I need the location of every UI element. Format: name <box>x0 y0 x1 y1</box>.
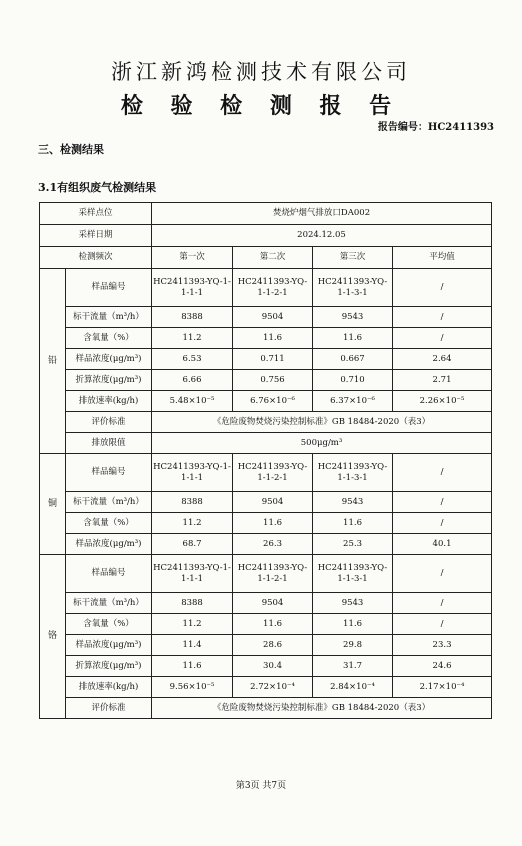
sample-id-cell: HC2411393-YQ-1-1-1-1 <box>152 555 233 593</box>
sampling-point-value: 焚烧炉烟气排放口DA002 <box>152 203 492 225</box>
table-cell: 28.6 <box>233 635 313 656</box>
report-number: 报告编号：HC2411393 <box>377 122 494 133</box>
table-cell: 9543 <box>313 492 393 513</box>
table-cell: 9504 <box>233 593 313 614</box>
table-cell: 9.56×10⁻⁵ <box>152 677 233 698</box>
col-second: 第二次 <box>233 247 313 269</box>
sample-id-label: 样品编号 <box>66 555 152 593</box>
slash-cell: / <box>393 555 492 593</box>
table-cell: 0.667 <box>313 349 393 370</box>
flow-label: 标干流量（m³/h） <box>66 307 152 328</box>
table-cell: 9504 <box>233 492 313 513</box>
table-cell: 6.66 <box>152 370 233 391</box>
table-cell: 68.7 <box>152 534 233 555</box>
table-cell: 11.2 <box>152 614 233 635</box>
sample-id-cell: HC2411393-YQ-1-1-1-1 <box>152 454 233 492</box>
limit-value: 500μg/m³ <box>152 433 492 454</box>
pollutant-chromium: 铬 <box>40 555 66 719</box>
rate-label: 排放速率(kg/h) <box>66 391 152 412</box>
standard-label: 评价标准 <box>66 412 152 433</box>
page-footer: 第3页 共7页 <box>235 781 287 791</box>
table-cell: / <box>393 492 492 513</box>
table-cell: 11.6 <box>233 328 313 349</box>
table-cell: 9543 <box>313 307 393 328</box>
table-cell: / <box>393 513 492 534</box>
sample-id-cell: HC2411393-YQ-1-1-2-1 <box>233 555 313 593</box>
sample-id-label: 样品编号 <box>66 454 152 492</box>
table-cell: 11.6 <box>313 614 393 635</box>
concentration-label: 样品浓度(μg/m³) <box>66 534 152 555</box>
table-cell: 11.6 <box>313 328 393 349</box>
col-third: 第三次 <box>313 247 393 269</box>
table-cell: 6.76×10⁻⁶ <box>233 391 313 412</box>
table-cell: / <box>393 593 492 614</box>
oxygen-label: 含氧量（%） <box>66 513 152 534</box>
subsection-title: 3.1有组织废气检测结果 <box>38 181 157 194</box>
table-cell: 11.6 <box>152 656 233 677</box>
sample-id-cell: HC2411393-YQ-1-1-2-1 <box>233 269 313 307</box>
table-cell: / <box>393 307 492 328</box>
pollutant-copper: 铜 <box>40 454 66 555</box>
frequency-label: 检测频次 <box>40 247 152 269</box>
table-cell: 26.3 <box>233 534 313 555</box>
table-cell: 5.48×10⁻⁵ <box>152 391 233 412</box>
table-cell: 40.1 <box>393 534 492 555</box>
company-name: 浙江新鸿检测技术有限公司 <box>111 60 411 84</box>
table-cell: 30.4 <box>233 656 313 677</box>
table-cell: 0.756 <box>233 370 313 391</box>
table-cell: 24.6 <box>393 656 492 677</box>
sample-id-cell: HC2411393-YQ-1-1-2-1 <box>233 454 313 492</box>
slash-cell: / <box>393 454 492 492</box>
table-cell: 31.7 <box>313 656 393 677</box>
concentration-label: 样品浓度(μg/m³) <box>66 635 152 656</box>
oxygen-label: 含氧量（%） <box>66 614 152 635</box>
table-cell: 8388 <box>152 593 233 614</box>
sampling-date-label: 采样日期 <box>40 225 152 247</box>
table-cell: 2.84×10⁻⁴ <box>313 677 393 698</box>
table-cell: 2.72×10⁻⁴ <box>233 677 313 698</box>
table-cell: 23.3 <box>393 635 492 656</box>
table-cell: 11.4 <box>152 635 233 656</box>
results-table <box>39 202 492 719</box>
table-cell: 8388 <box>152 307 233 328</box>
table-cell: 11.6 <box>233 513 313 534</box>
standard-value: 《危险废物焚烧污染控制标准》GB 18484-2020（表3） <box>152 698 492 719</box>
table-cell: / <box>393 328 492 349</box>
rate-label: 排放速率(kg/h) <box>66 677 152 698</box>
oxygen-label: 含氧量（%） <box>66 328 152 349</box>
sample-id-cell: HC2411393-YQ-1-1-3-1 <box>313 555 393 593</box>
table-cell: 2.17×10⁻⁴ <box>393 677 492 698</box>
sample-id-cell: HC2411393-YQ-1-1-3-1 <box>313 269 393 307</box>
table-cell: 11.6 <box>313 513 393 534</box>
converted-label: 折算浓度(μg/m³) <box>66 656 152 677</box>
table-cell: 8388 <box>152 492 233 513</box>
slash-cell: / <box>393 269 492 307</box>
table-cell: 9504 <box>233 307 313 328</box>
col-first: 第一次 <box>152 247 233 269</box>
sample-id-cell: HC2411393-YQ-1-1-1-1 <box>152 269 233 307</box>
table-cell: / <box>393 614 492 635</box>
sampling-point-label: 采样点位 <box>40 203 152 225</box>
table-cell: 0.710 <box>313 370 393 391</box>
table-cell: 2.26×10⁻⁵ <box>393 391 492 412</box>
flow-label: 标干流量（m³/h） <box>66 492 152 513</box>
report-title: 检 验 检 测 报 告 <box>120 93 402 119</box>
sampling-date-value: 2024.12.05 <box>152 225 492 247</box>
table-cell: 29.8 <box>313 635 393 656</box>
standard-label: 评价标准 <box>66 698 152 719</box>
concentration-label: 样品浓度(μg/m³) <box>66 349 152 370</box>
table-cell: 6.53 <box>152 349 233 370</box>
col-average: 平均值 <box>393 247 492 269</box>
table-cell: 6.37×10⁻⁶ <box>313 391 393 412</box>
table-cell: 9543 <box>313 593 393 614</box>
table-cell: 11.2 <box>152 328 233 349</box>
table-cell: 11.2 <box>152 513 233 534</box>
table-cell: 2.71 <box>393 370 492 391</box>
converted-label: 折算浓度(μg/m³) <box>66 370 152 391</box>
section-title: 三、检测结果 <box>38 143 104 156</box>
table-cell: 11.6 <box>233 614 313 635</box>
standard-value: 《危险废物焚烧污染控制标准》GB 18484-2020（表3） <box>152 412 492 433</box>
table-cell: 2.64 <box>393 349 492 370</box>
flow-label: 标干流量（m³/h） <box>66 593 152 614</box>
table-cell: 0.711 <box>233 349 313 370</box>
sample-id-cell: HC2411393-YQ-1-1-3-1 <box>313 454 393 492</box>
pollutant-lead: 铅 <box>40 269 66 454</box>
sample-id-label: 样品编号 <box>66 269 152 307</box>
limit-label: 排放限值 <box>66 433 152 454</box>
table-cell: 25.3 <box>313 534 393 555</box>
